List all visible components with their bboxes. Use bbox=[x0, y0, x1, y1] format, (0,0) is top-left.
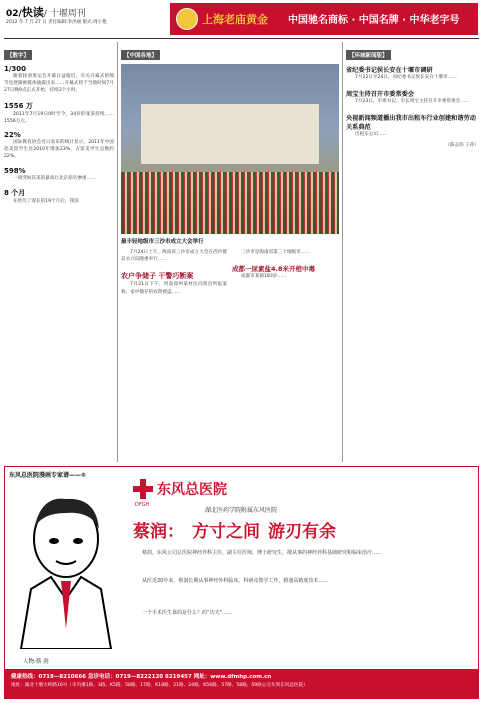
mid-body-2: 7月21日下午，河南郑州某村民向派出所报案称，家中储存的农资被盗…… bbox=[121, 282, 227, 295]
ad-intro: 蔡润，东风公司总医院神经外科主任，副主任医师，博士研究生，擅从事的神经外科基础研究和临床治疗…… bbox=[142, 550, 383, 556]
ad-headline bbox=[133, 517, 336, 542]
mid-body-right: 三沙市是海南省第三个地级市…… bbox=[241, 250, 310, 255]
brand-logo-icon bbox=[176, 8, 198, 30]
brand-slogan: 中国驰名商标 · 中国名牌 · 中华老字号 bbox=[288, 15, 460, 26]
ad-para-3: 一个手术医生靠的是什么？的“功夫”…… bbox=[142, 610, 233, 616]
portrait-sketch-icon bbox=[11, 489, 121, 649]
section-title: 快读 bbox=[21, 6, 44, 19]
left-item-text: 2011年7月19日0时至今，34岁的张某持续……1556万元。 bbox=[4, 111, 114, 124]
header bbox=[0, 0, 483, 40]
left-items bbox=[4, 65, 114, 205]
left-item bbox=[4, 131, 114, 161]
page-number bbox=[6, 4, 86, 20]
right-body-3: 出租车公司…… bbox=[355, 132, 388, 138]
left-item bbox=[4, 167, 114, 182]
middle-column bbox=[121, 42, 339, 462]
caricature-caption: 人物:蔡 润 bbox=[23, 659, 49, 665]
ad-banner-top bbox=[170, 3, 478, 35]
left-item-text: 在经历了漫长的19个月后，我国 bbox=[13, 198, 79, 204]
hospital-subtitle: 湖北医药学院附属东风医院 bbox=[205, 507, 278, 514]
ad-footer bbox=[5, 669, 478, 699]
caricature-illustration bbox=[11, 489, 121, 649]
left-item-text: 一项突如其来的暴雨让北京损失惨重…… bbox=[13, 175, 96, 181]
photo-caption: 最丰轻地级市三沙市成立大会举行 bbox=[121, 239, 204, 245]
ad-para-2: 从医近20年来，蔡润长期从事神经外科临床、科研及教学工作，精通高精度技术…… bbox=[142, 578, 329, 584]
article-title-r1: 省纪委书记侯长安在十堰市调研 bbox=[346, 67, 433, 74]
left-item-text: 国际教育协会近日发布的统计显示，2011年中国赴美留学生比2010年增加23%，占留美学生总数约22%。 bbox=[4, 140, 114, 160]
article-title-3: 成都一尿素盐4.8米开棺中毒 bbox=[232, 265, 316, 274]
mid-body-1: 7月24日上午，海南省三沙市成立大会在西沙群岛永兴岛隆重举行…… bbox=[121, 250, 227, 263]
divider-1 bbox=[117, 42, 118, 462]
left-item-number: 598% bbox=[4, 166, 26, 175]
left-item bbox=[4, 188, 114, 205]
header-rule bbox=[4, 38, 479, 39]
cross-icon bbox=[133, 479, 153, 499]
article-title-r2: 周宝主持召开市委常委会 bbox=[346, 91, 415, 99]
headline-2: 游刃有余 bbox=[268, 522, 336, 542]
crowd-shape bbox=[121, 172, 339, 234]
ad-footer-line-1: 健康热线：0719—8210666 急诊电话：0719—8222120 8219457 网址：www.dfmhp.com.cn bbox=[11, 674, 272, 680]
hospital-ad bbox=[4, 466, 479, 699]
headline-name: 蔡润： bbox=[133, 522, 184, 542]
right-body-1: 7月22日至24日，省纪委书记侯长安在十堰市…… bbox=[355, 75, 457, 80]
left-item bbox=[4, 101, 114, 125]
article-title-r3: 央视新闻频道播出我市出租车行业创建和谐劳动关系典范 bbox=[346, 115, 476, 132]
mid-body-3: 成都市某镇183岁…… bbox=[241, 274, 287, 280]
hospital-logo bbox=[133, 479, 227, 499]
headline-1: 方寸之间 bbox=[192, 522, 260, 542]
logo-text: 东风总医院 bbox=[157, 482, 227, 498]
logo-sub: DFGH bbox=[135, 502, 150, 508]
article-title-2: 农户争储子 干警巧断案 bbox=[121, 272, 194, 281]
news-photo bbox=[121, 64, 339, 234]
paper-name: / 十堰周刊 bbox=[43, 9, 86, 19]
left-item-number: 1/300 bbox=[4, 65, 27, 73]
left-item-number: 8 个月 bbox=[4, 188, 26, 197]
divider-2 bbox=[342, 42, 343, 462]
middle-column-tag: 【中国各地】 bbox=[121, 50, 160, 60]
left-item-number: 1556 万 bbox=[4, 101, 33, 110]
building-shape bbox=[141, 104, 319, 164]
ad-footer-line-2: 地址：湖北十堰大岭路16号（市内乘1路、3路、K5路、58路、17路、K18路、21路、24路、K56路、57路、58路、59路公交车到东风总医院） bbox=[11, 683, 308, 688]
brand-name: 上海老庙黄金 bbox=[202, 13, 268, 26]
right-body-2: 7月23日，市委书记、市长周宝主持召开市委常委会…… bbox=[355, 99, 470, 105]
right-column bbox=[346, 42, 479, 462]
page-no: 02/ bbox=[6, 9, 22, 19]
right-signature: （陈志伟 王萍） bbox=[445, 142, 479, 148]
left-item bbox=[4, 65, 114, 95]
right-column-tag: 【环城新闻版】 bbox=[346, 50, 391, 60]
left-item-text: 随着轮滑奥运会开幕日益临近，有关开幕式的细节也逐渐被媒体披露出来……开幕式将于当地时间7月27日晚9点正式开始，持续3个小时。 bbox=[4, 74, 114, 94]
left-item-number: 22% bbox=[4, 131, 21, 140]
ad-top-tag: 东风总医院漫画专家谱——⑤ bbox=[9, 472, 87, 479]
left-column-tag: 【数字】 bbox=[4, 50, 32, 60]
left-column bbox=[4, 42, 114, 462]
dateline: 2012 年 7 月 27 日 责任编辑:李洪丽 版式:周小艳 bbox=[6, 20, 107, 25]
